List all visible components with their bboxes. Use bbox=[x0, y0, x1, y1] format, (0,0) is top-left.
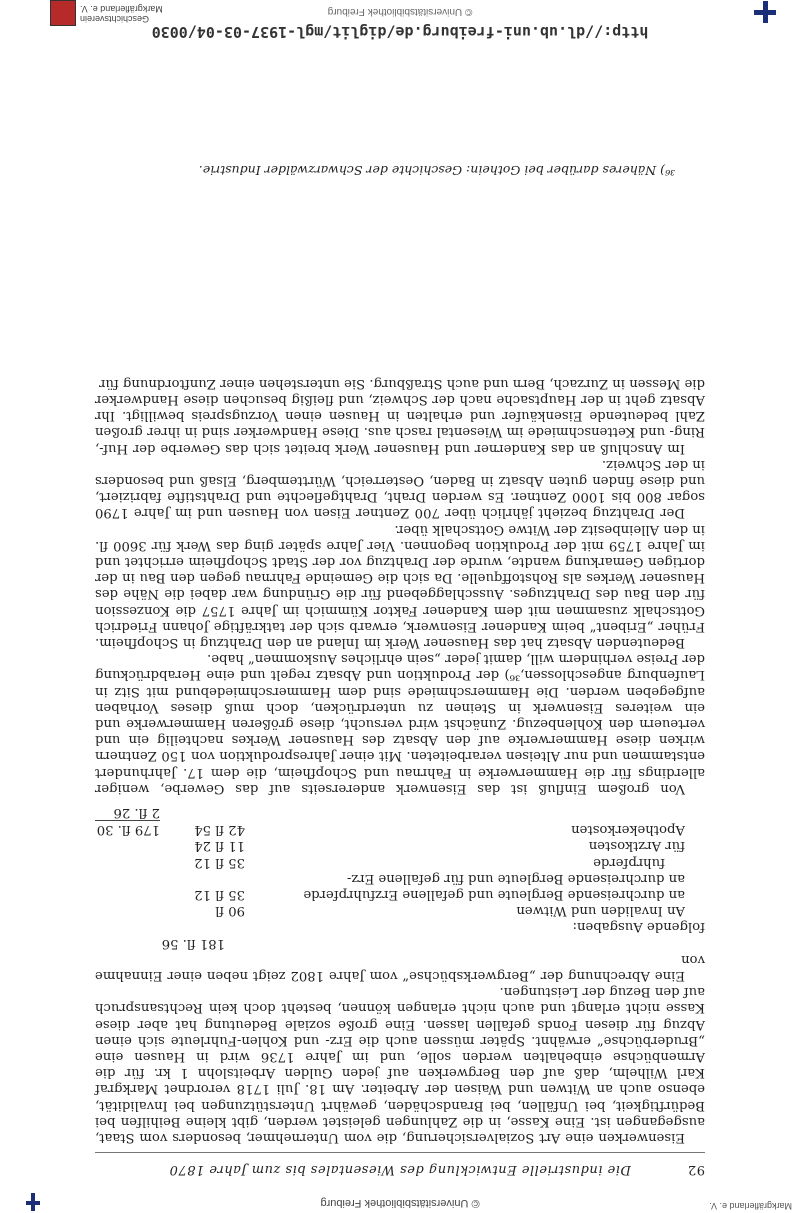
expense-label: An Invaliden und Witwen bbox=[516, 903, 685, 919]
expense-row bbox=[95, 821, 705, 837]
expense-row bbox=[95, 902, 705, 918]
body-text bbox=[95, 375, 705, 1145]
expense-row bbox=[95, 837, 705, 853]
expense-amount: 35 fl 12 bbox=[194, 854, 245, 870]
expense-amount: 42 fl 54 bbox=[194, 822, 245, 838]
income-row bbox=[95, 934, 705, 950]
expenses-intro: folgende Ausgaben: bbox=[572, 919, 705, 935]
balance-row bbox=[95, 804, 160, 821]
top-logo-text: Markgräflerland e. V. bbox=[709, 1201, 792, 1211]
expense-label: Apothekerkosten bbox=[571, 822, 685, 838]
bottom-center-text: © Universitätsbibliothek Freiburg bbox=[327, 6, 473, 17]
paragraph bbox=[95, 951, 705, 983]
header-rule bbox=[95, 1152, 705, 1153]
page-number: 92 bbox=[687, 1162, 705, 1177]
running-head bbox=[95, 1155, 705, 1177]
paragraph: Eisenwerken eine Art Sozialversicherung, die vom Unternehmer, besonders vom Staat, ausgegangen ist. Eine Kasse, in die Zahlungen geleistet werden, gibt kleine Beihilfen bei Bedürftigkeit, bei Unfällen, bei Brandschäden, gewährt Unterstützungen bei Invalidität, ebenso auch an Witwen und Waisen der Arbeiter. Am 18. Juli 1718 verordnet Markgraf Karl Wilhelm, daß auf den Bergwerken auf jeden Gulden Arbeitslohn 1 kr. für die Armenbüchse einbehalten werden solle, und im Jahre 1736 wird in Hausen eine „Bruderbüchse“ erwähnt. Später müssen auch die Erz- und Kohlen-Fuhrleute sich einen Abzug für diesen Fonds gefallen lassen. Eine große soziale Bedeutung hat aber diese Kasse nicht erlangt und auch nicht erlangen können, besteht doch kein Rechtsanspruch auf den Bezug der Leistungen. bbox=[95, 984, 705, 1145]
library-cross-icon bbox=[26, 1193, 40, 1211]
coat-of-arms-icon bbox=[50, 0, 76, 26]
balance-amount: 2 fl. 26 bbox=[113, 805, 160, 821]
top-center-text: © Universitätsbibliothek Freiburg bbox=[320, 1197, 480, 1209]
paragraph: Von großem Einfluß ist das Eisenwerk andererseits auf das Gewerbe, weniger allerdings für die Hammerwerke in Fahrnau und Schopfheim, die dem 17. Jahrhundert entstammen und nur Alteisen verarbeiteten. Mit einer Jahresproduktion von 150 Zentnern wirken diese Hammerwerke auf den Absatz des Hausener Werkes nachteilig ein und verteuern den Kohlenbezug. Zunächst wird versucht, diese größeren Hammerwerke und ein weiteres Eisenwerk in Steinen zu unterdrücken, doch muß dieses Vorhaben aufgegeben werden. Die Hammerschmiede sind dem Hammerschmiedebund mit Sitz in Laufenburg angeschlossen,³⁶) der Produktion und Absatz regelt und eine Herabdrückung der Preise verhindern will, damit jeder „sein ehrliches Auskommen“ habe. bbox=[95, 651, 705, 796]
society-logo bbox=[50, 0, 180, 28]
footnote: ³⁶) Näheres darüber bei Gothein: Geschichte der Schwarzwälder Industrie. bbox=[198, 163, 675, 178]
expense-label: an durchreisende Bergleute und gefallene Erzfuhrpferde bbox=[303, 886, 685, 902]
expense-amount: 90 fl bbox=[215, 903, 245, 919]
society-logo-text: Geschichtsverein Markgräflerland e. V. bbox=[80, 4, 163, 24]
income-intro: Eine Abrechnung der „Bergwerksbüchse“ vom Jahre 1802 zeigt neben einer Einnahme von bbox=[95, 951, 705, 983]
expense-amount: 35 fl 12 bbox=[194, 886, 245, 902]
expense-label: fuhrpferde bbox=[593, 854, 665, 870]
income-amount: 181 fl. 56 bbox=[161, 935, 225, 951]
paragraph: Im Anschluß an das Kanderner und Hausener Werk breitet sich das Gewerbe der Huf-, Ring- und Kettenschmiede im Wiesental rasch aus. Diese Handwerker sind in ihrer großen Zahl bedeutende Eisenkäufer und erhalten in Hausen einen Vorzugspreis bewilligt. Ihr Absatz geht in der Hauptsache nach der Schweiz, und fleißig besuchen diese Handwerker die Messen in Zurzach, Bern und auch Straßburg. Sie unterstehen einer Zunftordnung für bbox=[95, 375, 705, 456]
expense-row bbox=[95, 853, 705, 869]
source-url[interactable]: http://dl.ub.uni-freiburg.de/diglit/mgl-1937-03-04/0030 bbox=[151, 23, 649, 41]
expense-amount: 11 fl 24 bbox=[194, 838, 245, 854]
expense-label: an durchreisende Bergleute und für gefallene Erz- bbox=[346, 870, 685, 886]
paragraph: Der Drahtzug bezieht jährlich über 700 Zentner Eisen von Hausen und im Jahre 1790 sogar 800 bis 1000 Zentner. Es werden Draht, Drahtgeflechte und Drahtstifte fabriziert, und diese finden guten Absatz in Baden, Oesterreich, Württemberg, Elsaß und besonders in der Schweiz. bbox=[95, 456, 705, 521]
expense-label: für Arztkosten bbox=[588, 838, 685, 854]
expense-row bbox=[95, 870, 705, 886]
paragraph: Bedeutenden Absatz hat das Hausener Werk im Inland an den Drahtzug in Schopfheim. Früher „Eribent“ beim Kandener Eisenwerk, erwarb sich der tatkräftige Johann Friedrich Gottschalk zusammen mit dem Kandener Faktor Kümmich im Jahre 1757 die Konzession für den Bau des Drahtzuges. Ausschlaggebend für die Gründung war dabei die Nähe des Hausener Werkes als Rohstoffquelle. Da sich die Gemeinde Fahrnau gegen den Bau in der dortigen Gemarkung wandte, wurde der Drahtzug vor der Stadt Schopfheim errichtet und im Jahre 1759 mit der Produktion begonnen. Vier Jahre später ging das Werk für 3600 fl. in den Alleinbesitz der Witwe Gottschalk über. bbox=[95, 521, 705, 651]
expense-total: 179 fl. 30 bbox=[96, 822, 160, 838]
top-bar bbox=[0, 1191, 800, 1213]
running-title: Die industrielle Entwicklung des Wiesentales bis zum Jahre 1870 bbox=[169, 1162, 631, 1177]
expense-row bbox=[95, 886, 705, 902]
